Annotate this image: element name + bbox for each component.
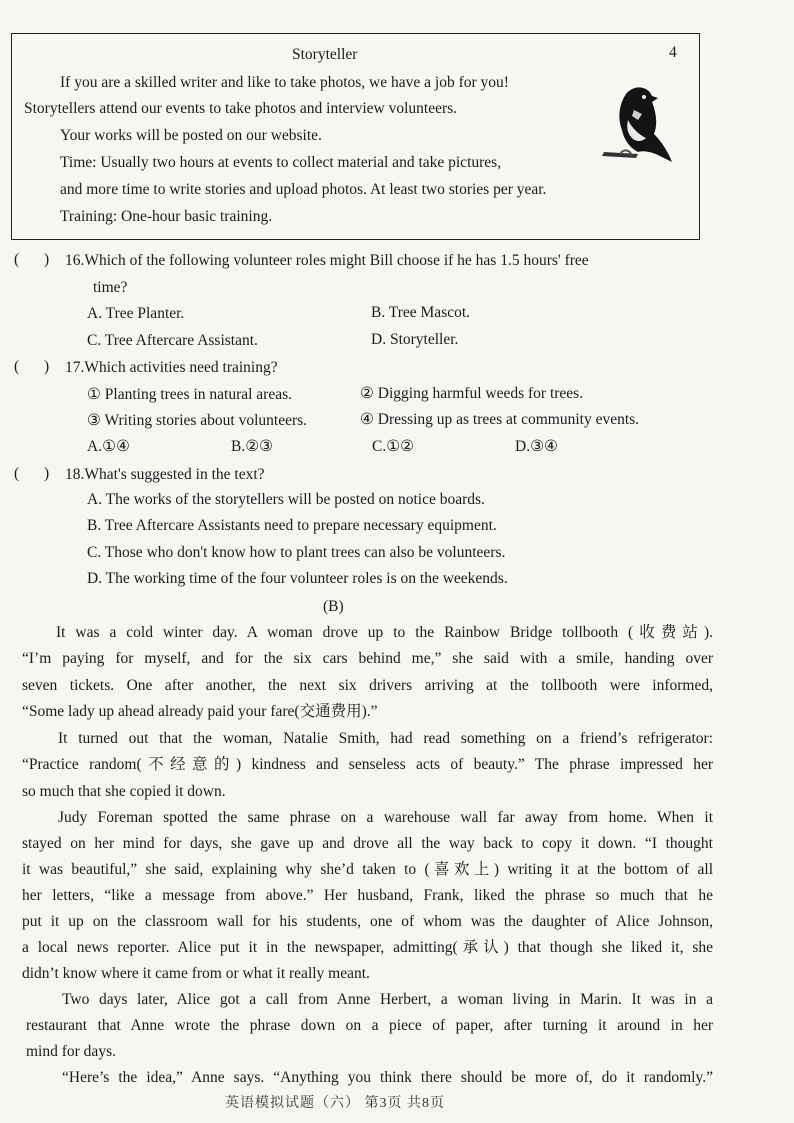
option-16-a: A. Tree Planter.	[87, 305, 185, 322]
passage-line: stayed on her mind for days, she gave up and drove all the way back to copy it down. “I thought	[22, 835, 713, 852]
option-18-a: A. The works of the storytellers will be posted on notice boards.	[87, 491, 485, 508]
option-16-d: D. Storyteller.	[371, 331, 459, 348]
storyteller-line: Time: Usually two hours at events to collect material and take pictures,	[60, 154, 502, 171]
question-17-item-3: ③ Writing stories about volunteers.	[87, 412, 308, 429]
passage-line: mind for days.	[26, 1043, 116, 1060]
passage-line: “Some lady up ahead already paid your fare(交通费用).”	[22, 703, 378, 720]
passage-line: so much that she copied it down.	[22, 783, 226, 800]
passage-b-heading: (B)	[323, 598, 344, 615]
option-18-b: B. Tree Aftercare Assistants need to prepare necessary equipment.	[87, 517, 497, 534]
question-17-stem: 17.Which activities need training?	[65, 359, 278, 376]
storyteller-title: Storyteller	[292, 46, 358, 63]
question-18-stem: 18.What's suggested in the text?	[65, 466, 265, 483]
storyteller-line: Training: One-hour basic training.	[60, 208, 273, 225]
passage-line: “Here’s the idea,” Anne says. “Anything you think there should be more of, do it randomly.”	[62, 1069, 713, 1086]
option-18-d: D. The working time of the four volunteer roles is on the weekends.	[87, 570, 508, 587]
magpie-illustration-icon	[598, 80, 678, 170]
passage-line: her letters, “like a message from above.” Her husband, Frank, liked the phrase so much that he	[22, 887, 713, 904]
option-18-c: C. Those who don't know how to plant trees can also be volunteers.	[87, 544, 506, 561]
passage-line: “I’m paying for myself, and for the six cars behind me,” she said with a smile, handing over	[22, 650, 713, 667]
storyteller-line: and more time to write stories and upload photos. At least two stories per year.	[60, 181, 547, 198]
option-16-c: C. Tree Aftercare Assistant.	[87, 332, 258, 349]
passage-line: it was beautiful,” she said, explaining why she’d taken to (喜欢上) writing it at the bottom of all	[22, 861, 713, 878]
answer-blank-16[interactable]: ( )	[14, 251, 50, 268]
option-17-a: A.①④	[87, 438, 130, 455]
question-16-stem: 16.Which of the following volunteer roles might Bill choose if he has 1.5 hours' free	[65, 252, 589, 269]
passage-line: “Practice random(不经意的) kindness and senseless acts of beauty.” The phrase impressed her	[22, 756, 713, 773]
page-footer: 英语模拟试题（六） 第3页 共8页	[225, 1096, 445, 1111]
passage-line: It was a cold winter day. A woman drove up to the Rainbow Bridge tollbooth (收费站).	[56, 624, 713, 641]
storyteller-line: Your works will be posted on our website.	[60, 127, 322, 144]
passage-line: put it up on the classroom wall for his students, one of whom was the daughter of Alice Johnson,	[22, 913, 713, 930]
option-16-b: B. Tree Mascot.	[371, 304, 471, 321]
passage-line: Two days later, Alice got a call from Anne Herbert, a woman living in Marin. It was in a	[62, 991, 713, 1008]
passage-line: didn’t know where it came from or what it really meant.	[22, 965, 370, 982]
storyteller-line: Storytellers attend our events to take photos and interview volunteers.	[24, 100, 458, 117]
answer-blank-17[interactable]: ( )	[14, 358, 50, 375]
passage-line: seven tickets. One after another, the next six drivers arriving at the tollbooth were informed,	[22, 677, 713, 694]
option-17-b: B.②③	[231, 438, 274, 455]
passage-line: a local news reporter. Alice put it in the newspaper, admitting(承认) that though she liked it, she	[22, 939, 713, 956]
question-16-stem-cont: time?	[93, 279, 128, 296]
option-17-c: C.①②	[372, 438, 415, 455]
page-number: 4	[669, 44, 677, 61]
question-17-item-4: ④ Dressing up as trees at community events.	[360, 411, 640, 428]
passage-line: Judy Foreman spotted the same phrase on a warehouse wall far away from home. When it	[58, 809, 713, 826]
option-17-d: D.③④	[515, 438, 558, 455]
passage-line: It turned out that the woman, Natalie Smith, had read something on a friend’s refrigerator:	[58, 730, 713, 747]
passage-line: restaurant that Anne wrote the phrase down on a piece of paper, after turning it around in her	[26, 1017, 713, 1034]
answer-blank-18[interactable]: ( )	[14, 465, 50, 482]
question-17-item-1: ① Planting trees in natural areas.	[87, 386, 292, 403]
storyteller-line: If you are a skilled writer and like to take photos, we have a job for you!	[60, 74, 509, 91]
question-17-item-2: ② Digging harmful weeds for trees.	[360, 385, 584, 402]
